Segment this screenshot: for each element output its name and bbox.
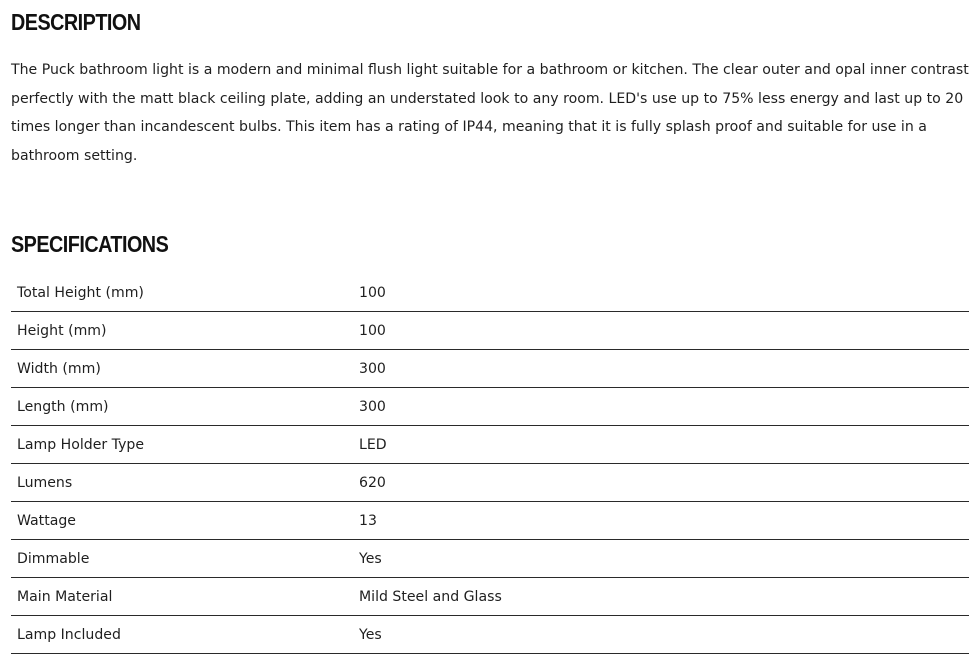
spec-label: Lumens bbox=[11, 464, 359, 502]
spec-row-height bbox=[11, 312, 969, 350]
spec-row-lumens bbox=[11, 464, 969, 502]
spec-value: 620 bbox=[359, 464, 969, 502]
specifications-heading: SPECIFICATIONS bbox=[11, 231, 169, 257]
spec-label: Lamp Included bbox=[11, 616, 359, 654]
spec-value: 100 bbox=[359, 274, 969, 312]
spec-label: Wattage bbox=[11, 502, 359, 540]
spec-label: Length (mm) bbox=[11, 388, 359, 426]
spec-row-width bbox=[11, 350, 969, 388]
spec-label: Lamp Holder Type bbox=[11, 426, 359, 464]
spec-row-total-height bbox=[11, 274, 969, 312]
spec-value: 100 bbox=[359, 312, 969, 350]
spec-value: 300 bbox=[359, 388, 969, 426]
description-text: The Puck bathroom light is a modern and minimal flush light suitable for a bathroom or kitchen. The clear outer and opal inner contrast perfectly with the matt black ceiling plate, adding an understated look to any room. LED's use up to 75% less energy and last up to 20 times longer than incandescent bulbs. This item has a rating of IP44, meaning that it is fully splash proof and suitable for use in a bathroom setting. bbox=[11, 62, 969, 165]
specifications-table bbox=[11, 274, 969, 654]
spec-row-lamp-included bbox=[11, 616, 969, 654]
spec-value: 13 bbox=[359, 502, 969, 540]
spec-label: Width (mm) bbox=[11, 350, 359, 388]
spec-row-dimmable bbox=[11, 540, 969, 578]
spec-label: Height (mm) bbox=[11, 312, 359, 350]
spec-value: Yes bbox=[359, 616, 969, 654]
spec-value: LED bbox=[359, 426, 969, 464]
spec-row-lamp-holder-type bbox=[11, 426, 969, 464]
spec-row-main-material bbox=[11, 578, 969, 616]
spec-label: Total Height (mm) bbox=[11, 274, 359, 312]
spec-label: Main Material bbox=[11, 578, 359, 616]
description-heading: DESCRIPTION bbox=[11, 9, 141, 35]
spec-label: Dimmable bbox=[11, 540, 359, 578]
spec-value: Yes bbox=[359, 540, 969, 578]
spec-row-wattage bbox=[11, 502, 969, 540]
spec-row-length bbox=[11, 388, 969, 426]
spec-value: Mild Steel and Glass bbox=[359, 578, 969, 616]
spec-value: 300 bbox=[359, 350, 969, 388]
